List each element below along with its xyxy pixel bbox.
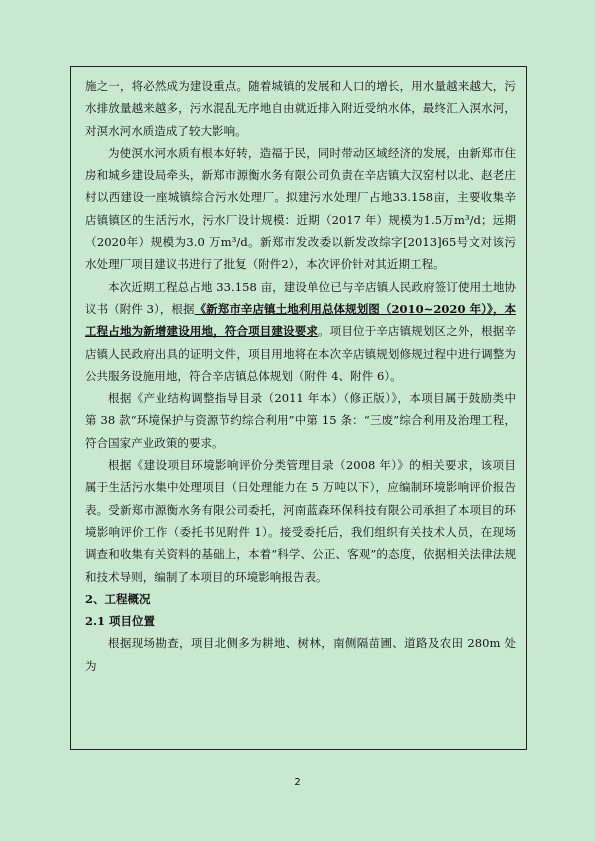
paragraph-continuation: 施之一，将必然成为建设重点。随着城镇的发展和人口的增长，用水量越来越大，污水排放量越来越多，污水混乱无序地自由就近排入附近受纳水体，最终汇入溟水河，对溟水河水质造成了较大影响。 xyxy=(85,79,516,138)
paragraph-land-use xyxy=(85,276,516,387)
body-text xyxy=(85,75,516,677)
section-heading: 2、工程概况 xyxy=(85,591,151,606)
subsection-heading: 2.1 项目位置 xyxy=(85,614,156,629)
land-use-text-before: 本次近期工程总占地 33.158 亩，建设单位已与辛店镇人民政府签订使用土地协议书（附件 3），根据 xyxy=(85,279,516,316)
content-table-cell xyxy=(70,66,527,750)
land-use-text-after: 。项目位于辛店镇规划区之外，根据辛店镇人民政府出具的证明文件，项目用地将在本次辛店镇规划修规过程中进行调整为公共服务设施用地，符合辛店镇总体规划（附件 4、附件 6）。 xyxy=(85,324,516,383)
page-number: 2 xyxy=(294,777,301,788)
paragraph-industrial-policy: 根据《产业结构调整指导目录（2011 年本）（修正版）》，本项目属于鼓励类中第 38 款“环境保护与资源节约综合利用”中第 15 条：“三废”综合利用及治理工程，符合国家产业政策的要求。 xyxy=(85,391,516,450)
paragraph-project-location: 根据现场勘查，项目北侧多为耕地、树林，南侧隔苗圃、道路及农田 280m 处为 xyxy=(85,636,516,673)
land-use-plan-emphasis: 《新郑市辛店镇土地利用总体规划图（2010~2020 年）》，本工程占地为新增建设用地，符合项目建设要求 xyxy=(85,301,516,339)
paragraph-project-background: 为使溟水河水质有根本好转，造福于民，同时带动区域经济的发展，由新郑市住房和城乡建设局牵头，新郑市源衡水务有限公司负责在辛店镇大汉窑村以北、赵老庄村以西建设一座城镇综合污水处理厂。拟建污水处理厂占地33.158亩，主要收集辛店镇镇区的生活污水，污水厂设计规模：近期（2017 年）规模为1.5万m³/d；远期（2020年）规模为3.0 万m³/d。新郑市发改委以新发改综字[2013]65号文对该污水处理厂项目建议书进行了批复（附件2），本次评价针对其近期工程。 xyxy=(85,145,516,272)
paragraph-eia-classification: 根据《建设项目环境影响评价分类管理目录（2008 年）》的相关要求，该项目属于生活污水集中处理项目（日处理能力在 5 万吨以下），应编制环境影响评价报告表。受新郑市源衡水务有限公司委托，河南蓝森环保科技有限公司承担了本项目的环境影响评价工作（委托书见附件 1）。接受委托后，我们组织有关技术人员，在现场调查和收集有关资料的基础上，本着“科学、公正、客观”的态度，依据相关法律法规和技术导则，编制了本项目的环境影响报告表。 xyxy=(85,458,516,584)
